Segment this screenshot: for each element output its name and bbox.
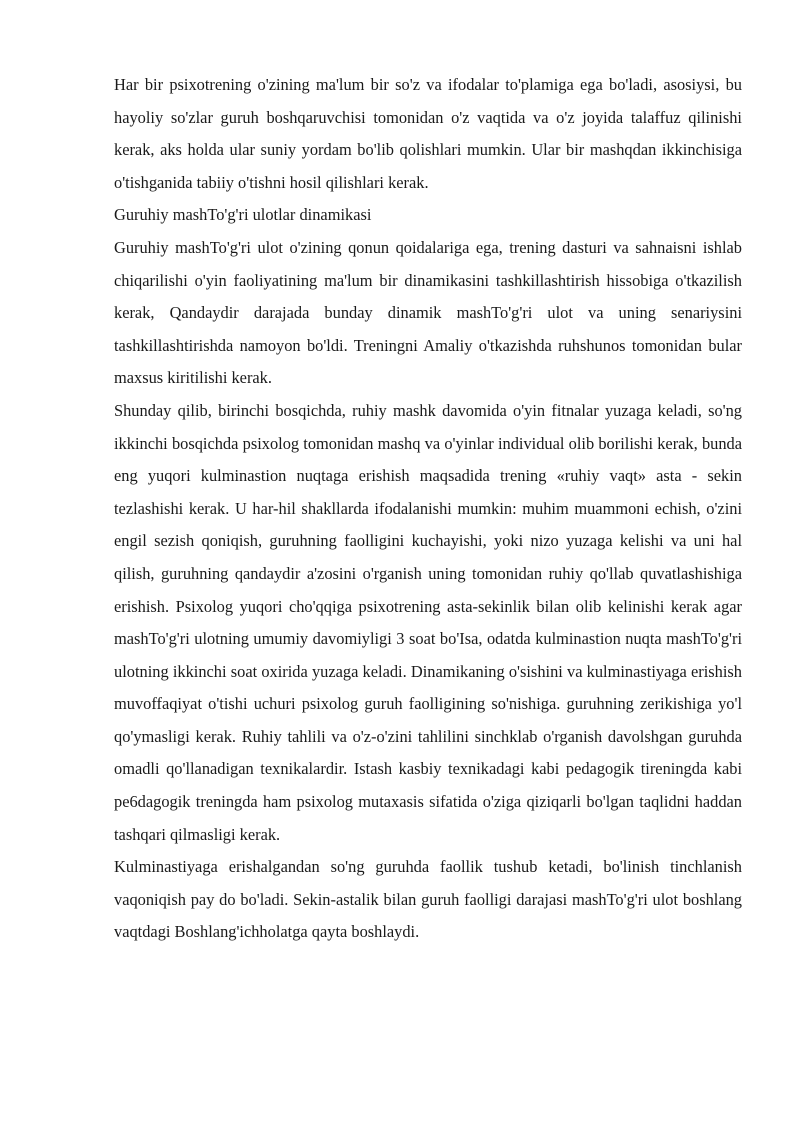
document-page (114, 69, 742, 949)
paragraph-stages: Shunday qilib, birinchi bosqichda, ruhiy mashk davomida o'yin fitnalar yuzaga keladi, so'ng ikkinchi bosqichda psixolog tomonidan mashq va o'yinlar individual olib borilishi kerak, bunda eng yuqori kulminastion nuqtaga erishish maqsadida trening «ruhiy vaqt» asta - sekin tezlashishi kerak. U har-hil shakllarda ifodalanishi mumkin: muhim muammoni echish, o'zini engil sezish qoniqish, guruhning faolligini kuchayishi, yoki nizo yuzaga kelishi va uni hal qilish, guruhning qandaydir a'zosini o'rganish uning tomonidan ruhiy qo'llab quvatlashishiga erishish. Psixolog yuqori cho'qqiga psixotrening asta-sekinlik bilan olib kelinishi kerak agar mashTo'g'ri ulotning umumiy davomiyligi 3 soat bo'Isa, odatda kulminastion nuqta mashTo'g'ri ulotning ikkinchi soat oxirida yuzaga keladi. Dinamikaning o'sishini va kulminastiyaga erishish muvoffaqiyat o'tishi uchuri psixolog guruh faolligining so'nishiga. guruhning zerikishiga yo'l qo'ymasligi kerak. Ruhiy tahlili va o'z-o'zini tahlilini sinchklab o'rganish davolshgan guruhda omadli qo'llanadigan texnikalardir. Istash kasbiy texnikadagi kabi pedagogik tireningda kabi pe6dagogik treningda ham psixolog mutaxasis sifatida o'ziga qiziqarli bo'lgan taqlidni haddan tashqari qilmasligi kerak. (114, 400, 742, 844)
section-heading: Guruhiy mashTo'g'ri ulotlar dinamikasi (114, 205, 372, 225)
paragraph-dynamics: Guruhiy mashTo'g'ri ulot o'zining qonun qoidalariga ega, trening dasturi va sahnaisni ishlab chiqarilishi o'yin faoliyatining ma'lum bir dinamikasini tashkillashtirish hissobiga o'tkazilish kerak, Qandaydir darajada bunday dinamik mashTo'g'ri ulot va uning senariysini tashkillashtirishda namoyon bo'ldi. Treningni Amaliy o'tkazishda ruhshunos tomonidan bular maxsus kiritilishi kerak. (114, 237, 742, 388)
paragraph-intro: Har bir psixotrening o'zining ma'lum bir so'z va ifodalar to'plamiga ega bo'ladi, asosiysi, bu hayoliy so'zlar guruh boshqaruvchisi tomonidan o'z vaqtida va o'z joyida talaffuz qilinishi kerak, aks holda ular suniy yordam bo'lib qolishlari mumkin. Ular bir mashqdan ikkinchisiga o'tishganida tabiiy o'tishni hosil qilishlari kerak. (114, 75, 742, 192)
paragraph-culmination: Kulminastiyaga erishalgandan so'ng guruhda faollik tushub ketadi, bo'linish tinchlanish vaqoniqish pay do bo'ladi. Sekin-astalik bilan guruh faolligi darajasi mashTo'g'ri ulot boshlang vaqtdagi Boshlang'ichholatga qayta boshlaydi. (114, 857, 742, 942)
